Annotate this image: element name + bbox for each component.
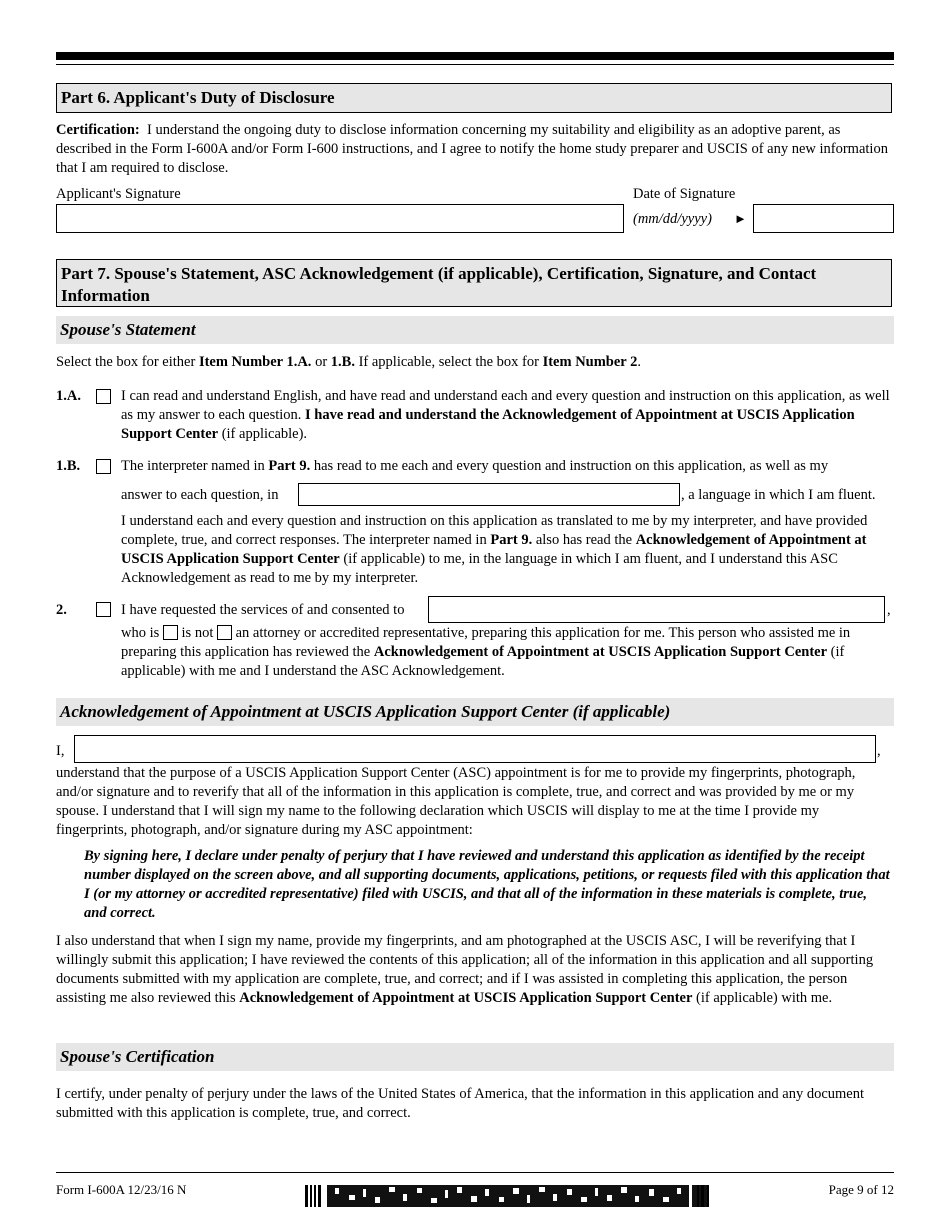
top-rule-thin: [56, 64, 894, 65]
intro-text-3: If applicable, select the box for: [354, 354, 543, 370]
asc-paragraph-1: understand that the purpose of a USCIS Application Support Center (ASC) appointment is for me to provide my fingerprints, photograph, and/or signature and to reverify that all of the information in this application is complete, true, and correct and was provided by me or my spouse. I understand that I will sign my name to the following declaration which USCIS will display to me at the time I provide my fingerprints, photograph, and/or signature during my ASC appointment:: [56, 765, 856, 838]
item-2-bold-1: Acknowledgement of Appointment at USCIS Application Support Center: [373, 644, 828, 660]
spouse-certification-text: I certify, under penalty of perjury under the laws of the United States of America, that the information in this application and any document submitted with this application is complete, true, and correct.: [56, 1086, 864, 1121]
spouse-certification-header: Spouse's Certification: [56, 1043, 894, 1071]
asc-i-label: I,: [56, 743, 65, 759]
item-2-who-is: who is: [121, 625, 160, 641]
intro-bold-2: 1.B.: [330, 354, 355, 370]
date-format-hint: (mm/dd/yyyy): [633, 211, 712, 227]
asc-acknowledgement-header: Acknowledgement of Appointment at USCIS Application Support Center (if applicable): [56, 698, 894, 726]
item-1b-p2-bold-2: Acknowledgement of Appointment at USCIS Application Support Center: [121, 532, 867, 567]
part6-certification: [56, 121, 894, 178]
spouse-statement-intro: [56, 353, 894, 372]
footer-rule: [56, 1172, 894, 1173]
item-1b-p2-text-1: I understand each and every question and instruction on this application as translated to me by my interpreter, and have provided complete, true, and correct responses. The interpreter named in: [121, 513, 868, 548]
asc-name-field[interactable]: [74, 735, 876, 763]
item-2-representative-field[interactable]: [428, 596, 885, 623]
form-id: Form I-600A 12/23/16 N: [56, 1182, 187, 1197]
applicant-signature-label: Applicant's Signature: [56, 186, 181, 202]
date-of-signature-field[interactable]: [753, 204, 894, 233]
item-1a-bold-1: I have read and understand the: [301, 407, 503, 423]
item-1b-text: [121, 457, 894, 476]
barcode-icon: [305, 1185, 711, 1207]
item-2-checkbox[interactable]: [96, 602, 111, 617]
item-1a-text-2: (if applicable).: [218, 426, 308, 442]
asc-p2-text-2: (if applicable) with me.: [692, 990, 833, 1006]
intro-text-2: or: [311, 354, 331, 370]
part7-header: Part 7. Spouse's Statement, ASC Acknowledgement (if applicable), Certification, Signature, and Contact Information: [56, 259, 892, 307]
item-1a-number: 1.A.: [56, 388, 81, 404]
arrow-right-icon: ►: [734, 211, 747, 226]
item-2-comma: ,: [887, 602, 891, 618]
item-1b-language-field[interactable]: [298, 483, 680, 506]
asc-paragraph-2: [56, 932, 894, 1008]
intro-bold-3: Item Number 2: [542, 354, 638, 370]
asc-declaration: By signing here, I declare under penalty of perjury that I have reviewed and understand this application as identified by the receipt number displayed on the screen above, and all supporting documents, applications, petitions, or requests filed with this application that I (or my attorney or accredited representative) filed with USCIS, and that all of the information in these materials is complete, true, and correct.: [84, 848, 890, 921]
item-2-number: 2.: [56, 602, 67, 618]
intro-text-1: Select the box for either: [56, 354, 199, 370]
asc-p2-text-1: I also understand that when I sign my name, provide my fingerprints, and am photographed at the USCIS ASC, I will be reverifying that I willingly submit this application; I have reviewed the contents of this application; all of the information in this application and all supporting documents submitted with my application are complete, true, and correct; and if I was assisted in completing this application, the person assisting me also reviewed this: [56, 933, 874, 1006]
item-1b-bold-1: Part 9.: [268, 458, 311, 474]
item-1b-text-2: has read to me each and every question and instruction on this application, as well as my: [310, 458, 829, 474]
item-1a-text-1: I can read and understand English, and have read and understand each and every question and instruction on this application, as well as my answer to each question.: [121, 388, 890, 423]
item-1b-p2-text-3: (if applicable) to me, in the language in which I am fluent, and I understand this ASC Acknowledgement as read to me by my interpreter.: [121, 551, 838, 586]
asc-p2-bold-1: Acknowledgement of Appointment at USCIS Application Support Center: [239, 990, 693, 1006]
applicant-signature-field[interactable]: [56, 204, 624, 233]
top-rule-thick: [56, 52, 894, 60]
item-1b-number: 1.B.: [56, 458, 81, 474]
item-1b-text-1: The interpreter named in: [121, 458, 269, 474]
item-1b-answer-suffix: , a language in which I am fluent.: [681, 487, 876, 503]
item-1a-checkbox[interactable]: [96, 389, 111, 404]
item-1b-checkbox[interactable]: [96, 459, 111, 474]
item-2-text-1: I have requested the services of and consented to: [121, 602, 405, 618]
item-2-text: [121, 624, 894, 681]
intro-text-4: .: [637, 354, 641, 370]
part6-header: Part 6. Applicant's Duty of Disclosure: [56, 83, 892, 113]
item-1a-text: [121, 387, 894, 444]
date-of-signature-label: Date of Signature: [633, 186, 736, 202]
item-1b-paragraph-2: [121, 512, 894, 588]
item-1b-p2-text-2: also has read the: [532, 532, 636, 548]
item-2-is-checkbox[interactable]: [163, 625, 178, 640]
page-number: Page 9 of 12: [828, 1182, 894, 1197]
item-2-text-3: (if applicable) with me and I understand the ASC Acknowledgement.: [121, 644, 845, 679]
item-1b-answer-prefix: answer to each question, in: [121, 487, 279, 503]
spouse-statement-header: Spouse's Statement: [56, 316, 894, 344]
certification-text: I understand the ongoing duty to disclose information concerning my suitability and eligibility as an adoptive parent, as described in the Form I-600A and/or Form I-600 instructions, and I agree to notify the home study preparer and USCIS of any new information that I am required to disclose.: [56, 122, 888, 176]
item-2-is-not-checkbox[interactable]: [217, 625, 232, 640]
item-1a-bold-2: Acknowledgement of Appointment at USCIS Application Support Center: [121, 407, 855, 442]
certification-label: Certification:: [56, 122, 140, 138]
item-1b-p2-bold-1: Part 9.: [490, 532, 533, 548]
item-2-is-not: is not: [181, 625, 214, 641]
asc-comma: ,: [877, 743, 881, 759]
item-2-text-2: an attorney or accredited representative, preparing this application for me. This person who assisted me in preparing this application has reviewed the: [121, 625, 851, 660]
intro-bold-1: Item Number 1.A.: [198, 354, 312, 370]
